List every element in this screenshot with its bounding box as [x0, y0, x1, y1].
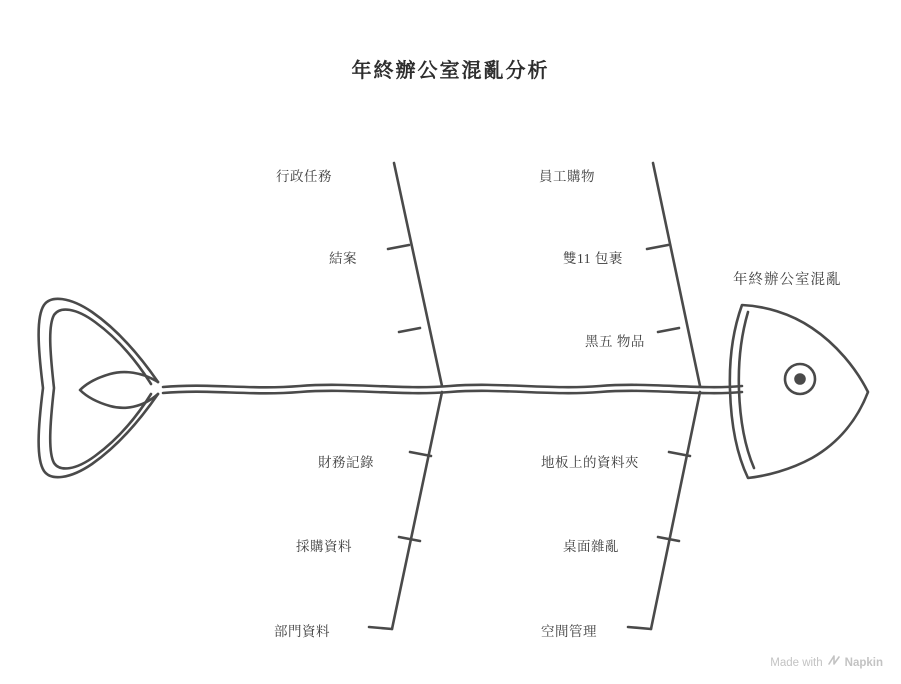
effect-label: 年終辦公室混亂 — [733, 272, 842, 288]
cause-label-lower-right-1: 地板上的資料夾 — [541, 455, 639, 470]
cause-label-upper-right-1: 員工購物 — [539, 169, 595, 184]
spine-line — [163, 385, 742, 393]
napkin-logo-icon — [828, 655, 840, 670]
watermark — [770, 655, 883, 670]
cause-label-lower-left-2: 採購資料 — [296, 539, 352, 554]
watermark-brand: Napkin — [844, 656, 883, 669]
fish-eye — [785, 364, 815, 394]
cause-label-lower-left-3: 部門資料 — [274, 624, 330, 639]
bone-lower-right — [628, 392, 700, 629]
fish-tail — [39, 299, 158, 477]
cause-label-lower-right-2: 桌面雜亂 — [563, 539, 619, 554]
fish-head — [730, 305, 868, 478]
cause-label-upper-left-2: 結案 — [329, 251, 357, 266]
bone-lower-left — [369, 392, 442, 629]
bone-upper-right — [647, 163, 700, 386]
cause-label-upper-left-1: 行政任務 — [276, 169, 332, 184]
cause-label-lower-right-3: 空間管理 — [541, 624, 597, 639]
cause-label-upper-right-2: 雙11 包裹 — [563, 251, 623, 266]
cause-label-upper-right-3: 黑五 物品 — [585, 334, 645, 349]
watermark-prefix: Made with — [770, 656, 823, 669]
page-title: 年終辦公室混亂分析 — [351, 60, 550, 82]
bone-upper-left — [388, 163, 442, 386]
cause-label-lower-left-1: 財務記錄 — [318, 455, 374, 470]
